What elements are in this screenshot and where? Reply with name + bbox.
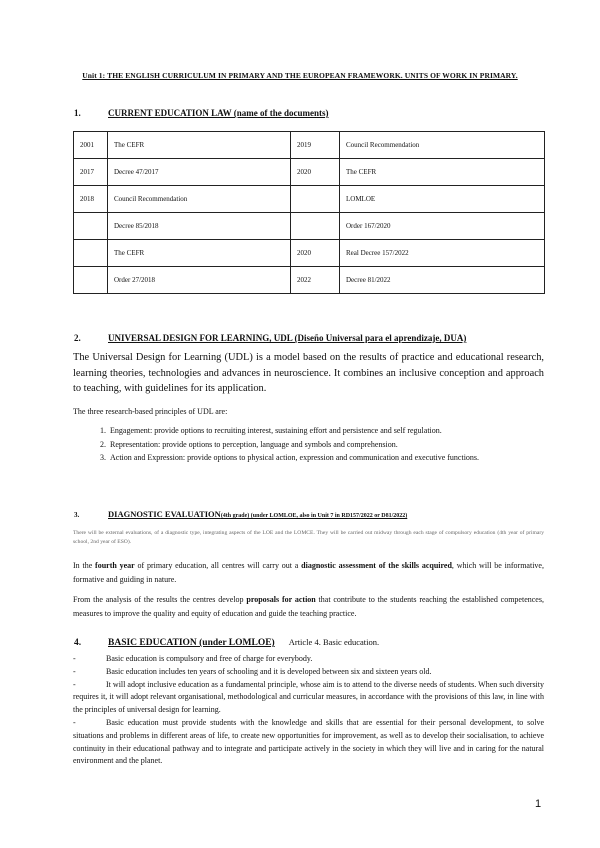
basic-education-list: [73, 653, 544, 768]
list-item: 3. Action and Expression: provide options to physical action, expression and communication and executive functions.: [108, 451, 564, 465]
year-cell: [74, 213, 108, 240]
section-3-number: 3.: [74, 511, 80, 519]
list-item: 1. Engagement: provide options to recruiting interest, sustaining effort and persistence and self regulation.: [108, 424, 564, 438]
section-2-heading: [74, 333, 466, 343]
document-cell: Order 27/2018: [108, 267, 291, 294]
year-cell: 2022: [291, 267, 340, 294]
year-cell: [74, 240, 108, 267]
document-cell: The CEFR: [108, 240, 291, 267]
diagnostic-paragraph-1: In the fourth year of primary education, all centres will carry out a diagnostic assessment of the skills acquired, which will be informative, formative and guiding in nature.: [73, 561, 544, 584]
table-row: [74, 267, 545, 294]
table-row: [74, 240, 545, 267]
year-cell: 2020: [291, 159, 340, 186]
document-cell: The CEFR: [108, 132, 291, 159]
diagnostic-assessment-bold: diagnostic assessment of the skills acquired: [301, 561, 452, 570]
section-2-number: 2.: [74, 333, 81, 343]
list-item: - Basic education includes ten years of schooling and it is developed between six and sixteen years old.: [73, 666, 432, 676]
unit-title: Unit 1: THE ENGLISH CURRICULUM IN PRIMARY AND THE EUROPEAN FRAMEWORK. UNITS OF WORK IN PRIMARY.: [82, 71, 518, 80]
section-1-number: 1.: [74, 108, 81, 118]
section-4-title: BASIC EDUCATION (under LOMLOE): [108, 638, 275, 648]
year-cell: [291, 213, 340, 240]
table-row: [74, 186, 545, 213]
document-cell: Real Decree 157/2022: [340, 240, 545, 267]
document-cell: LOMLOE: [340, 186, 545, 213]
list-item: - Basic education must provide students with the knowledge and skills that are essential for their personal development, to solve situations and problems in different areas of life, to create new opportunities for improvement, as well as to develop their socialisation, to achieve continuity in their educational pathway and to integrate and participate actively in the society in which they will live and in caring for the natural environment and the planet.: [73, 717, 544, 766]
document-cell: Council Recommendation: [108, 186, 291, 213]
section-4-heading: [74, 637, 379, 648]
udl-intro: The Universal Design for Learning (UDL) is a model based on the results of practice and educational research, learning theories, technologies and advances in neuroscience. It combines an inclusive conception and approach to teaching, with guidelines for its application.: [73, 352, 544, 394]
document-cell: Decree 85/2018: [108, 213, 291, 240]
section-1-heading: [74, 108, 329, 118]
proposals-bold: proposals for action: [246, 595, 316, 604]
table-row: [74, 132, 545, 159]
list-item: - It will adopt inclusive education as a fundamental principle, whose aim is to attend to the diverse needs of students. When such diversity requires it, it will adopt relevant organisational, methodological and curricular measures, in accordance with the provisions of this law, in line with the principles of universal design for learning.: [73, 679, 544, 715]
table-row: [74, 159, 545, 186]
document-cell: Decree 47/2017: [108, 159, 291, 186]
section-2-title: UNIVERSAL DESIGN FOR LEARNING, UDL (Diseño Universal para el aprendizaje, DUA): [108, 333, 467, 343]
document-cell: The CEFR: [340, 159, 545, 186]
section-3-title: DIAGNOSTIC EVALUATION: [108, 509, 221, 519]
year-cell: 2018: [74, 186, 108, 213]
list-item: - Basic education is compulsory and free of charge for everybody.: [73, 654, 313, 663]
section-4-number: 4.: [74, 638, 82, 648]
section-3-heading: [74, 509, 407, 519]
table-row: [74, 213, 545, 240]
document-cell: Decree 81/2022: [340, 267, 545, 294]
education-law-table: [73, 131, 545, 294]
year-cell: 2001: [74, 132, 108, 159]
section-3-title-suffix: (4th grade) (under LOMLOE, also in Unit 7 in RD157/2022 or D81/2022): [220, 513, 408, 519]
document-cell: Council Recommendation: [340, 132, 545, 159]
year-cell: 2017: [74, 159, 108, 186]
year-cell: 2020: [291, 240, 340, 267]
section-1-title: CURRENT EDUCATION LAW (name of the documents): [108, 108, 329, 118]
year-cell: 2019: [291, 132, 340, 159]
udl-principles-lead: The three research-based principles of UDL are:: [73, 407, 228, 416]
list-item: 2. Representation: provide options to perception, language and symbols and comprehension.: [108, 438, 564, 452]
document-cell: Order 167/2020: [340, 213, 545, 240]
diagnostic-paragraph-2: From the analysis of the results the centres develop proposals for action that contribute to the students reaching the established competences, measures to improve the quality and equity of education and guide the teaching practice.: [73, 595, 544, 618]
section-4-article: Article 4. Basic education.: [288, 637, 380, 647]
diagnostic-note: There will be external evaluations, of a diagnostic type, integrating aspects of the LOE and the LOMCE. They will be carried out midway through each stage of compulsory education (4th year of primary school, 2nd year of ESO).: [73, 530, 544, 545]
udl-principles-list: [88, 424, 564, 465]
year-cell: [74, 267, 108, 294]
year-cell: [291, 186, 340, 213]
page-number: 1: [535, 798, 542, 810]
fourth-year-bold: fourth year: [95, 561, 135, 570]
